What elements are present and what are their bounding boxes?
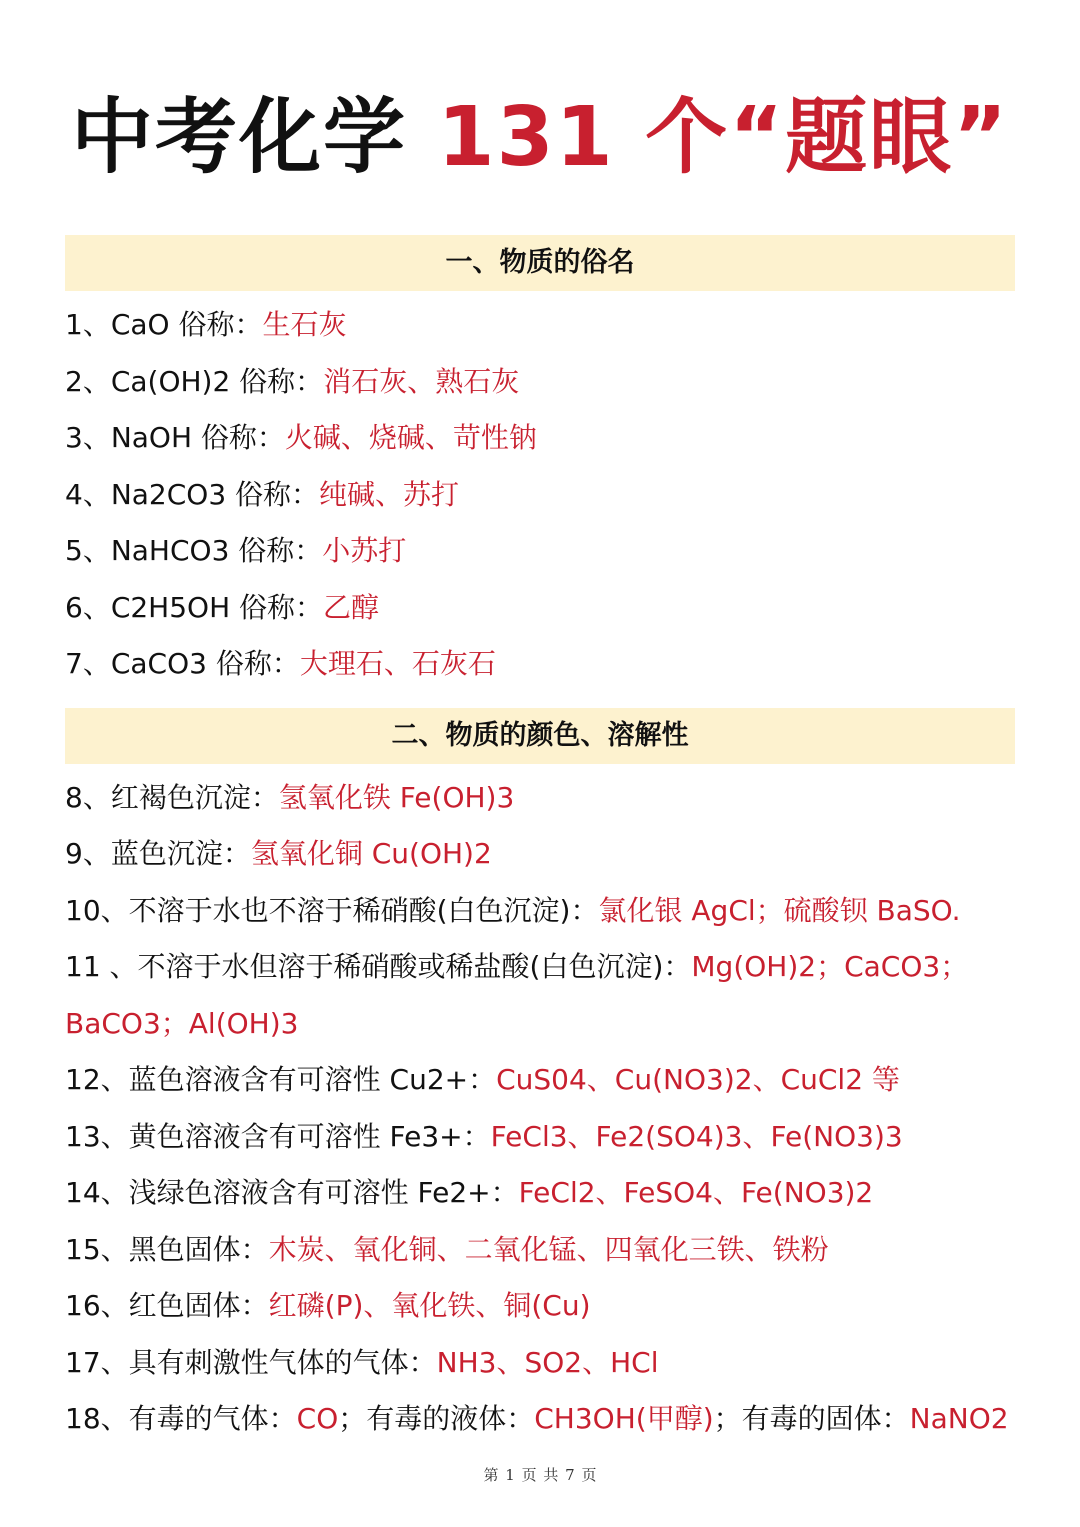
list-item: 14、浅绿色溶液含有可溶性 Fe2+：FeCl2、FeSO4、Fe(NO3)2 bbox=[65, 1176, 874, 1209]
list-item: 1、CaO 俗称：生石灰 bbox=[65, 308, 347, 341]
list-item: 5、NaHCO3 俗称：小苏打 bbox=[65, 534, 407, 567]
list-item: 18、有毒的气体：CO；有毒的液体：CH3OH(甲醇)；有毒的固体：NaNO2 bbox=[65, 1402, 1009, 1435]
list-item: 13、黄色溶液含有可溶性 Fe3+：FeCl3、Fe2(SO4)3、Fe(NO3)3 bbox=[65, 1120, 903, 1153]
page-title bbox=[0, 88, 1080, 188]
title-main: 中考化学 bbox=[70, 90, 438, 185]
list-item: 3、NaOH 俗称：火碱、烧碱、苛性钠 bbox=[65, 421, 537, 454]
list-item: 11 、不溶于水但溶于稀硝酸或稀盐酸(白色沉淀)：Mg(OH)2；CaCO3； bbox=[65, 950, 969, 983]
list-item: 17、具有刺激性气体的气体：NH3、SO2、HCl bbox=[65, 1346, 659, 1379]
list-item: 2、Ca(OH)2 俗称：消石灰、熟石灰 bbox=[65, 365, 520, 398]
list-item: 4、Na2CO3 俗称：纯碱、苏打 bbox=[65, 478, 460, 511]
section-header-names: 一、物质的俗名 bbox=[65, 235, 1015, 291]
title-highlight: 131 个“题眼” bbox=[437, 90, 1010, 185]
list-item: 15、黑色固体：木炭、氧化铜、二氧化锰、四氧化三铁、铁粉 bbox=[65, 1233, 829, 1266]
list-item: 8、红褐色沉淀：氢氧化铁 Fe(OH)3 bbox=[65, 781, 515, 814]
list-item: 12、蓝色溶液含有可溶性 Cu2+：CuS04、Cu(NO3)2、CuCl2 等 bbox=[65, 1063, 900, 1096]
list-item: 6、C2H5OH 俗称：乙醇 bbox=[65, 591, 380, 624]
section-header-colors: 二、物质的颜色、溶解性 bbox=[65, 708, 1015, 764]
list-item: 10、不溶于水也不溶于稀硝酸(白色沉淀)：氯化银 AgCl；硫酸钡 BaSO. bbox=[65, 894, 961, 927]
list-item: 16、红色固体：红磷(P)、氧化铁、铜(Cu) bbox=[65, 1289, 591, 1322]
list-item-continuation: BaCO3；Al(OH)3 bbox=[65, 1007, 299, 1040]
list-item: 7、CaCO3 俗称：大理石、石灰石 bbox=[65, 647, 496, 680]
list-item: 9、蓝色沉淀：氢氧化铜 Cu(OH)2 bbox=[65, 837, 492, 870]
page-number: 第 1 页 共 7 页 bbox=[483, 1466, 597, 1484]
